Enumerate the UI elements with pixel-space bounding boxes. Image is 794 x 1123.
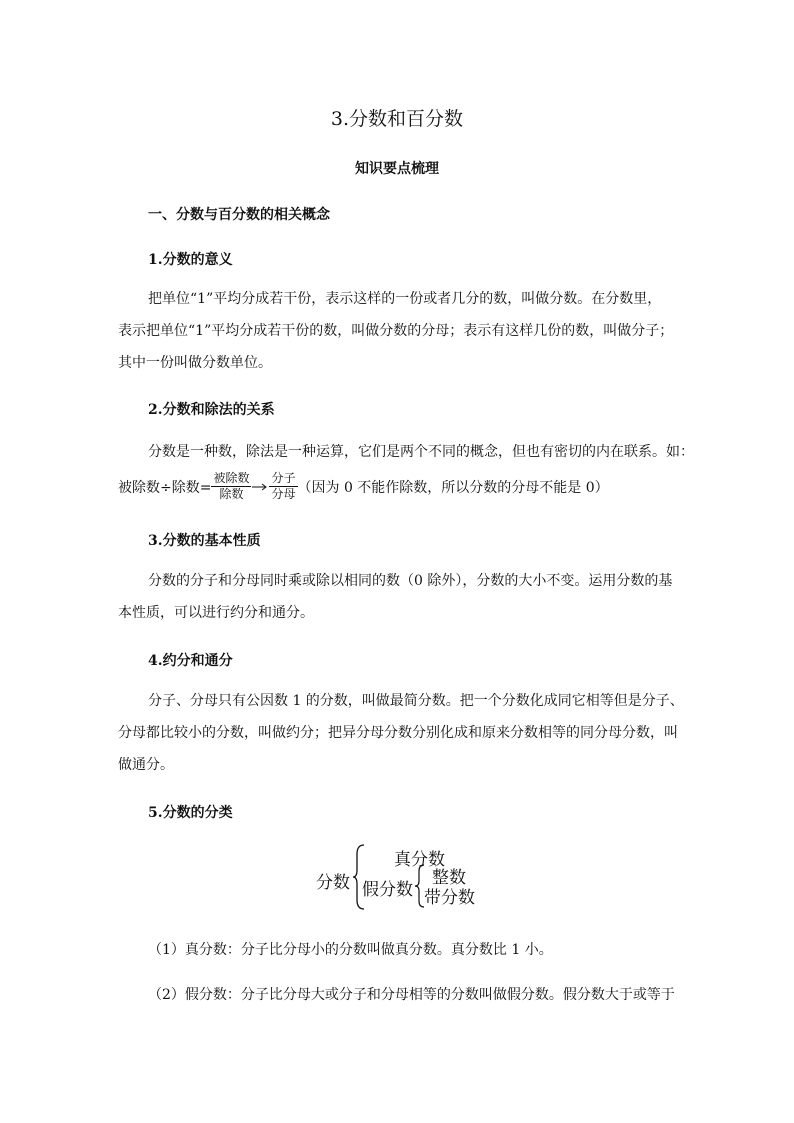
section-heading: 一、分数与百分数的相关概念 bbox=[148, 207, 330, 223]
tree-integer: 整数 bbox=[432, 868, 466, 888]
paragraph-line: 分数是一种数，除法是一种运算，它们是两个不同的概念，但也有密切的内在联系。如： bbox=[148, 444, 694, 460]
paragraph-line: 本性质，可以进行约分和通分。 bbox=[118, 605, 314, 621]
equation-note: （因为 0 不能作除数，所以分数的分母不能是 0） bbox=[297, 479, 609, 496]
paragraph-line: 分子、分母只有公因数 1 的分数，叫做最简分数。把一个分数化成同它相等但是分子、 bbox=[148, 693, 684, 709]
paragraph-line: 做通分。 bbox=[118, 757, 174, 773]
paragraph-line: 分数的分子和分母同时乘或除以相同的数（0 除外），分数的大小不变。运用分数的基 bbox=[148, 573, 673, 589]
fraction-dividend-divisor bbox=[211, 471, 251, 502]
page-subtitle: 知识要点梳理 bbox=[355, 161, 439, 177]
subsection-heading-property: 3.分数的基本性质 bbox=[148, 533, 261, 549]
page-title: 3.分数和百分数 bbox=[330, 108, 464, 130]
tree-root: 分数 bbox=[316, 873, 350, 893]
tree-improper-fraction: 假分数 bbox=[362, 880, 413, 900]
classification-tree bbox=[310, 842, 510, 912]
subsection-heading-reduction: 4.约分和通分 bbox=[148, 653, 233, 669]
paragraph-line: 其中一份叫做分数单位。 bbox=[118, 355, 272, 371]
list-item: （1）真分数：分子比分母小的分数叫做真分数。真分数比 1 小。 bbox=[148, 942, 553, 958]
tree-mixed-number: 带分数 bbox=[424, 888, 475, 908]
subsection-heading-division: 2.分数和除法的关系 bbox=[148, 402, 275, 418]
fraction-numerator: 分子 bbox=[271, 471, 296, 485]
list-item: （2）假分数：分子比分母大或分子和分母相等的分数叫做假分数。假分数大于或等于 bbox=[148, 987, 675, 1003]
paragraph-line: 把单位“1”平均分成若干份，表示这样的一份或者几分的数，叫做分数。在分数里， bbox=[148, 291, 662, 307]
division-equation bbox=[118, 471, 609, 502]
paragraph-line: 表示把单位“1”平均分成若干份的数，叫做分数的分母；表示有这样几份的数，叫做分子； bbox=[118, 323, 674, 339]
tree-proper-fraction: 真分数 bbox=[394, 850, 445, 870]
fraction-denominator: 除数 bbox=[219, 487, 244, 501]
fraction-numerator-denominator bbox=[269, 471, 297, 502]
subsection-heading-meaning: 1.分数的意义 bbox=[148, 252, 233, 268]
arrow-right-icon bbox=[252, 482, 268, 492]
paragraph-line: 分母都比较小的分数，叫做约分；把异分母分数分别化成和原来分数相等的同分母分数，叫 bbox=[118, 725, 678, 741]
subsection-heading-classification: 5.分数的分类 bbox=[148, 805, 233, 821]
fraction-denominator: 分母 bbox=[271, 487, 296, 501]
fraction-numerator: 被除数 bbox=[213, 471, 250, 485]
equation-left: 被除数÷除数= bbox=[118, 479, 212, 496]
